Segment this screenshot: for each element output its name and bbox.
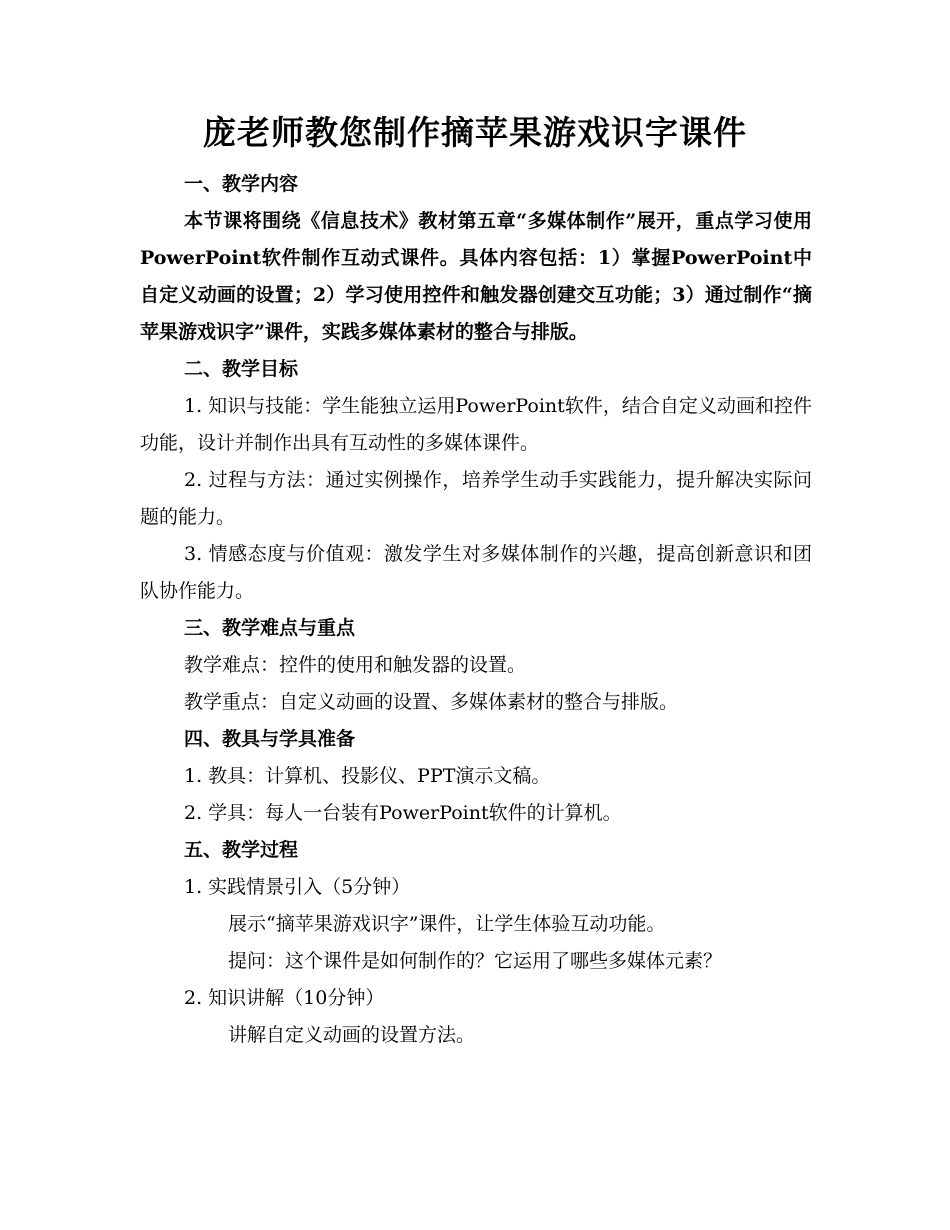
process-detail: 讲解自定义动画的设置方法。 (228, 1024, 476, 1046)
process-step: 2. 知识讲解（10分钟） (184, 987, 385, 1009)
objective-item: 1. 知识与技能：学生能独立运用PowerPoint软件，结合自定义动画和控件功能，设计并制作出具有互动性的多媒体课件。 (140, 395, 812, 454)
process-step: 1. 实践情景引入（5分钟） (184, 876, 411, 898)
objective-item: 3. 情感态度与价值观：激发学生对多媒体制作的兴趣，提高创新意识和团队协作能力。 (140, 543, 812, 602)
process-detail: 展示“摘苹果游戏识字”课件，让学生体验互动功能。 (228, 913, 666, 935)
key-point-line: 教学重点：自定义动画的设置、多媒体素材的整合与排版。 (184, 691, 679, 713)
tool-item: 2. 学具：每人一台装有PowerPoint软件的计算机。 (184, 802, 622, 824)
objective-item: 2. 过程与方法：通过实例操作，培养学生动手实践能力，提升解决实际问题的能力。 (140, 469, 812, 528)
content-paragraph: 本节课将围绕《信息技术》教材第五章“多媒体制作”展开，重点学习使用PowerPoint软件制作互动式课件。具体内容包括：1）掌握PowerPoint中自定义动画的设置；2）学习使用控件和触发器创建交互功能；3）通过制作“摘苹果游戏识字”课件，实践多媒体素材的整合与排版。 (140, 210, 812, 343)
section-heading-process: 五、教学过程 (184, 839, 299, 861)
page-title: 庞老师教您制作摘苹果游戏识字课件 (203, 113, 747, 152)
section-heading-objectives: 二、教学目标 (184, 358, 299, 380)
difficulty-line: 教学难点：控件的使用和触发器的设置。 (184, 654, 527, 676)
tool-item: 1. 教具：计算机、投影仪、PPT演示文稿。 (184, 765, 551, 787)
document-body (140, 166, 812, 1054)
process-detail: 提问：这个课件是如何制作的？它运用了哪些多媒体元素？ (228, 950, 723, 972)
section-heading-tools: 四、教具与学具准备 (184, 728, 356, 750)
section-heading-content: 一、教学内容 (184, 173, 299, 195)
section-heading-difficulties: 三、教学难点与重点 (184, 617, 356, 639)
